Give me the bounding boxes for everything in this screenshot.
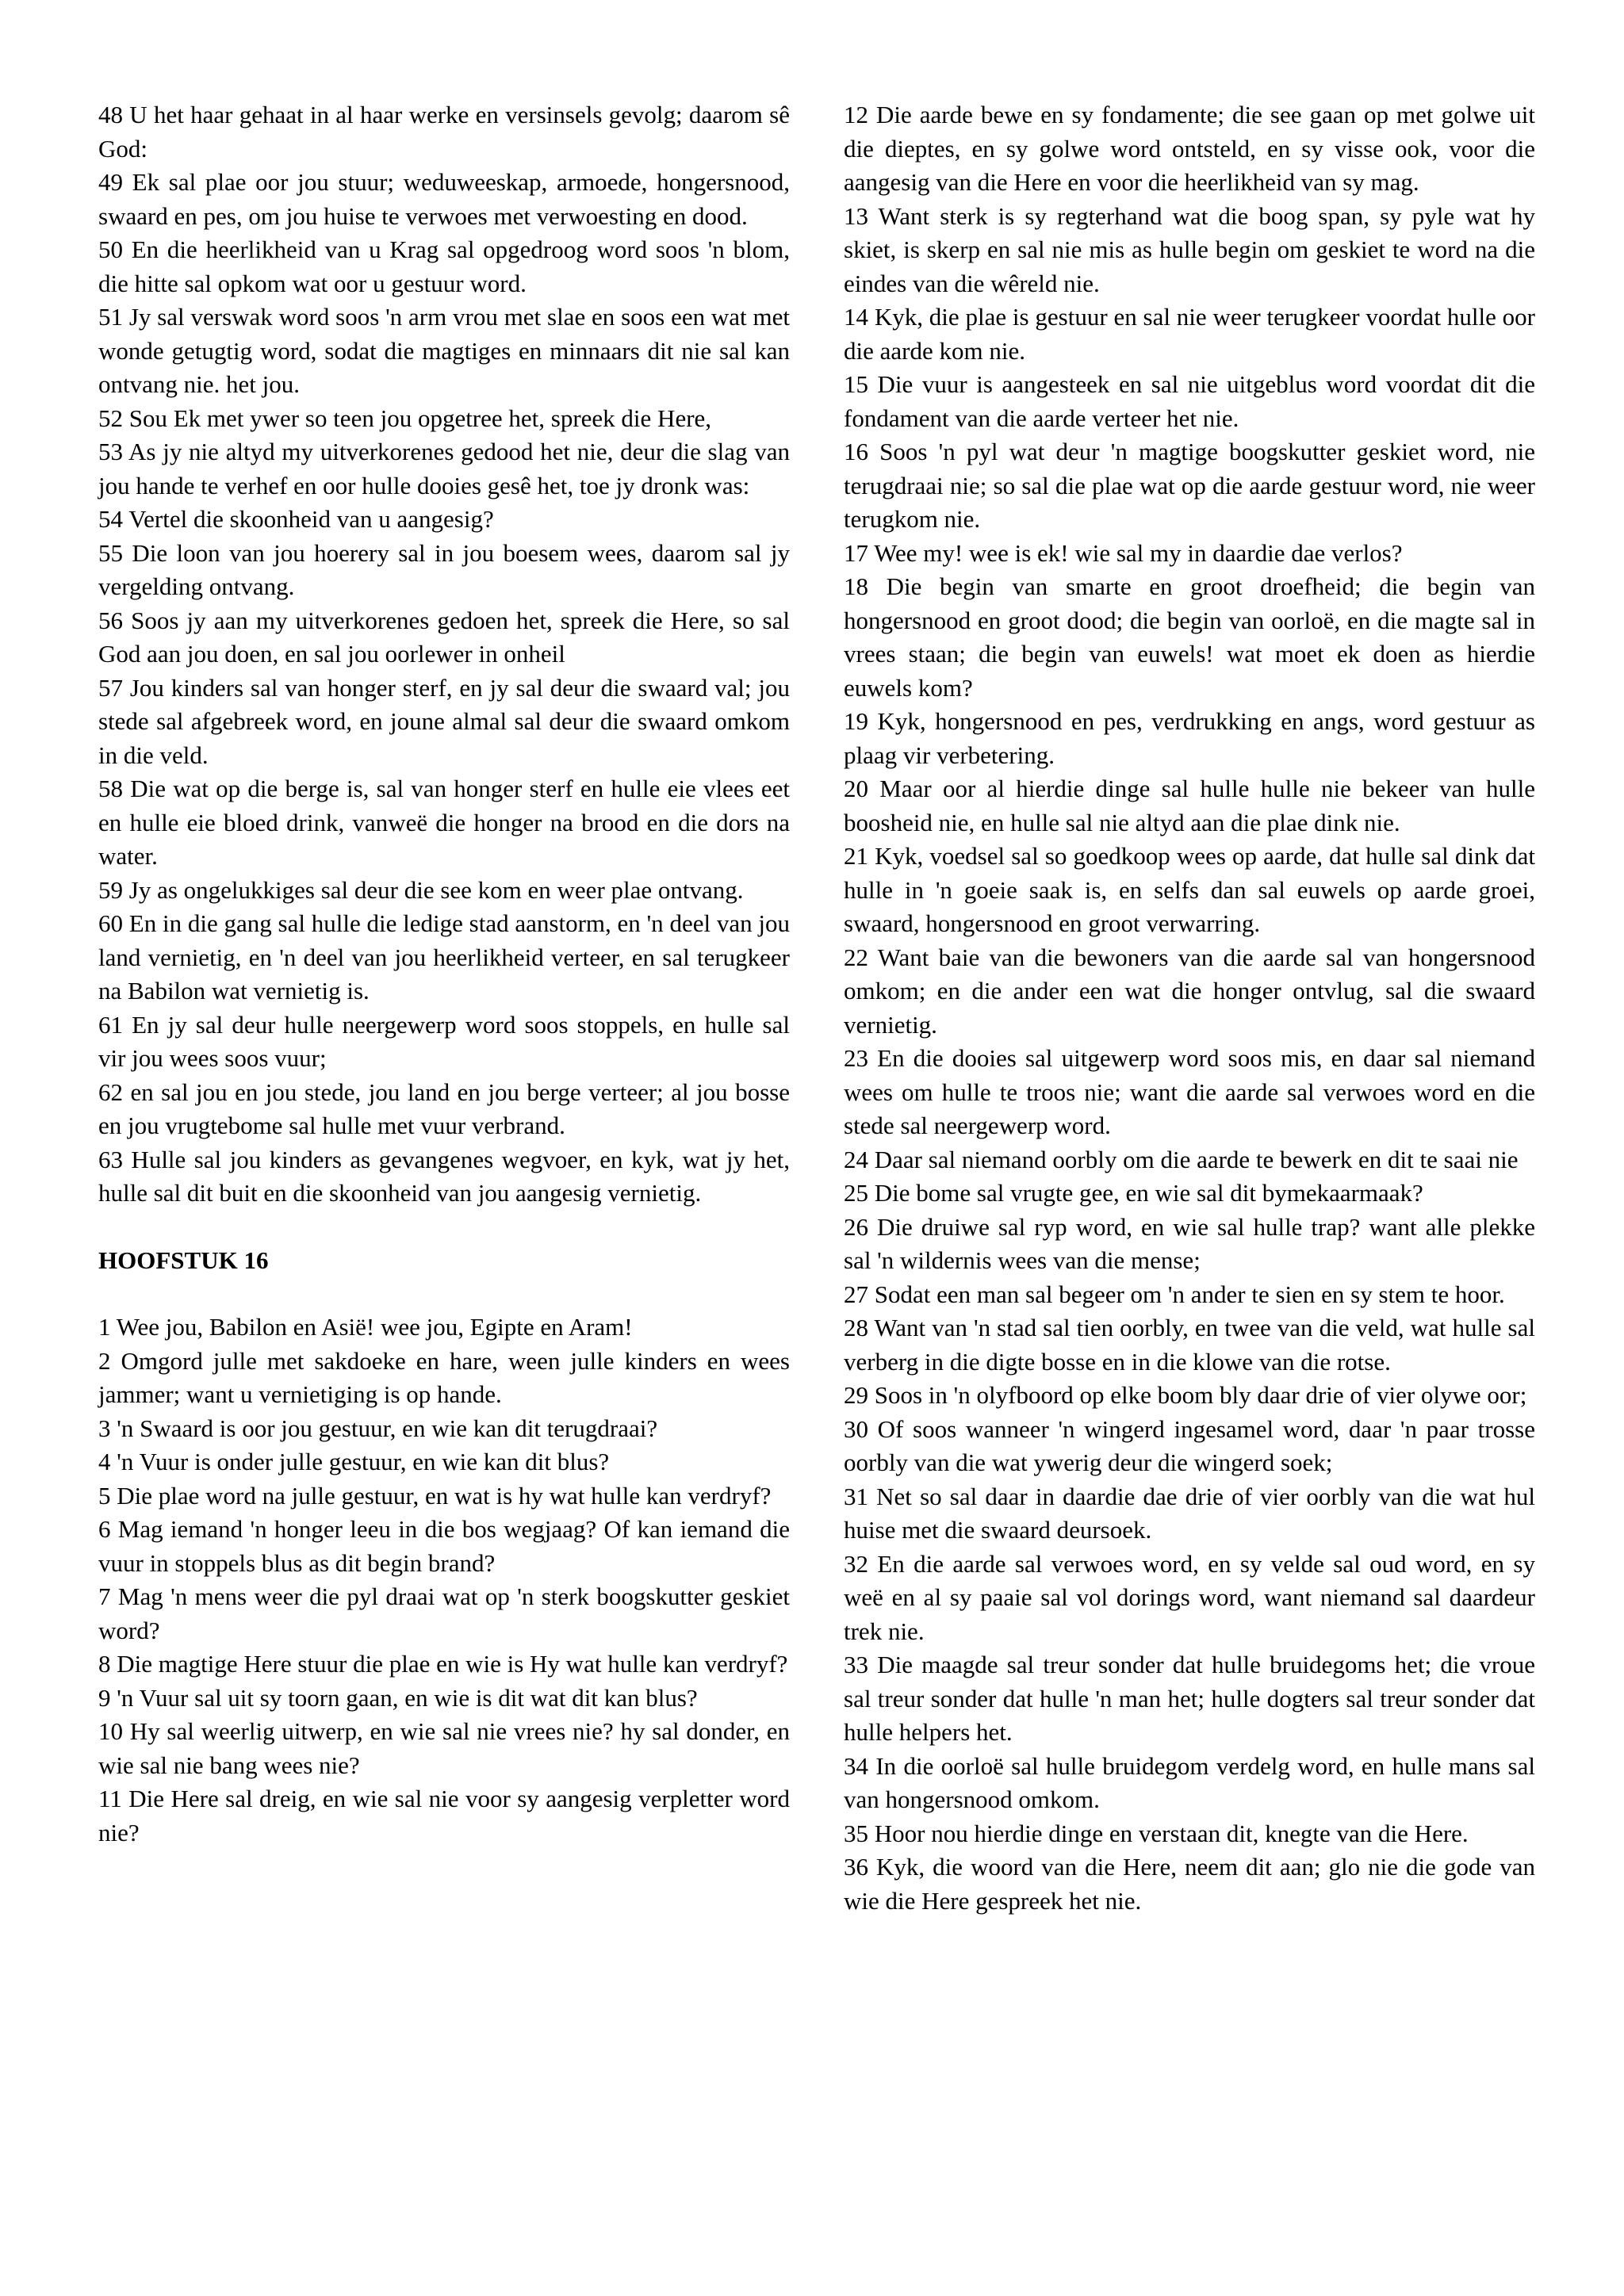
verse: 25 Die bome sal vrugte gee, en wie sal dit bymekaarmaak? <box>844 1179 1423 1207</box>
verse: 22 Want baie van die bewoners van die aarde sal van hongersnood omkom; en die ander een wat die honger ontvlug, sal die swaard vernietig. <box>844 943 1535 1039</box>
verse: 19 Kyk, hongersnood en pes, verdrukking en angs, word gestuur as plaag vir verbetering. <box>844 707 1535 769</box>
verse: 62 en sal jou en jou stede, jou land en jou berge verteer; al jou bosse en jou vrugtebome sal hulle met vuur verbrand. <box>98 1077 790 1139</box>
verse: 29 Soos in 'n olyfboord op elke boom bly daar drie of vier olywe oor; <box>844 1381 1527 1409</box>
left-column <box>98 98 790 1850</box>
verse: 61 En jy sal deur hulle neergewerp word soos stoppels, en hulle sal vir jou wees soos vuur; <box>98 1010 790 1072</box>
verse: 18 Die begin van smarte en groot droefheid; die begin van hongersnood en groot dood; die begin van oorloë, en die magte sal in vrees staan; die begin van euwels! wat moet ek doen as hierdie euwels kom? <box>844 572 1535 702</box>
verse: 12 Die aarde bewe en sy fondamente; die see gaan op met golwe uit die dieptes, en sy golwe word ontsteld, en sy visse ook, voor die aangesig van die Here en voor die heerlikheid van sy mag. <box>844 101 1535 196</box>
verse: 17 Wee my! wee is ek! wie sal my in daardie dae verlos? <box>844 538 1403 567</box>
verse: 59 Jy as ongelukkiges sal deur die see kom en weer plae ontvang. <box>98 875 744 904</box>
verse: 28 Want van 'n stad sal tien oorbly, en twee van die veld, wat hulle sal verberg in die digte bosse en in die klowe van die rotse. <box>844 1314 1535 1376</box>
verse: 9 'n Vuur sal uit sy toorn gaan, en wie is dit wat dit kan blus? <box>98 1683 698 1712</box>
verse: 52 Sou Ek met ywer so teen jou opgetree het, spreek die Here, <box>98 404 712 432</box>
verse: 6 Mag iemand 'n honger leeu in die bos wegjaag? Of kan iemand die vuur in stoppels blus as dit begin brand? <box>98 1515 790 1577</box>
verse: 21 Kyk, voedsel sal so goedkoop wees op aarde, dat hulle sal dink dat hulle in 'n goeie saak is, en selfs dan sal euwels op aarde groei, swaard, hongersnood en groot verwarring. <box>844 842 1535 937</box>
right-column <box>844 98 1535 1918</box>
verse: 58 Die wat op die berge is, sal van honger sterf en hulle eie vlees eet en hulle eie bloed drink, vanweë die honger na brood en die dors na water. <box>98 775 790 870</box>
verse: 33 Die maagde sal treur sonder dat hulle bruidegoms het; die vroue sal treur sonder dat hulle 'n man het; hulle dogters sal treur sonder dat hulle helpers het. <box>844 1651 1535 1746</box>
verse: 48 U het haar gehaat in al haar werke en versinsels gevolg; daarom sê God: <box>98 101 790 163</box>
verse-list-right <box>844 98 1535 1918</box>
verse: 15 Die vuur is aangesteek en sal nie uitgeblus word voordat dit die fondament van die aarde verteer het nie. <box>844 370 1535 432</box>
verse-list-after-heading <box>98 1311 790 1850</box>
verse: 10 Hy sal weerlig uitwerp, en wie sal nie vrees nie? hy sal donder, en wie sal nie bang wees nie? <box>98 1717 790 1779</box>
chapter-heading: HOOFSTUK 16 <box>98 1246 269 1274</box>
verse: 36 Kyk, die woord van die Here, neem dit aan; glo nie die gode van wie die Here gespreek het nie. <box>844 1853 1535 1915</box>
verse: 30 Of soos wanneer 'n wingerd ingesamel word, daar 'n paar trosse oorbly van die wat ywerig deur die wingerd soek; <box>844 1414 1535 1476</box>
verse: 50 En die heerlikheid van u Krag sal opgedroog word soos 'n blom, die hitte sal opkom wat oor u gestuur word. <box>98 235 790 297</box>
verse: 60 En in die gang sal hulle die ledige stad aanstorm, en 'n deel van jou land vernietig, en 'n deel van jou heerlikheid verteer, en sal terugkeer na Babilon wat vernietig is. <box>98 909 790 1004</box>
verse: 5 Die plae word na julle gestuur, en wat is hy wat hulle kan verdryf? <box>98 1481 772 1510</box>
verse: 54 Vertel die skoonheid van u aangesig? <box>98 505 494 533</box>
verse: 1 Wee jou, Babilon en Asië! wee jou, Egipte en Aram! <box>98 1313 633 1341</box>
verse: 51 Jy sal verswak word soos 'n arm vrou met slae en soos een wat met wonde getugtig word, sodat die magtiges en minnaars dit nie sal kan ontvang nie. het jou. <box>98 303 790 398</box>
verse: 23 En die dooies sal uitgewerp word soos mis, en daar sal niemand wees om hulle te troos nie; want die aarde sal verwoes word en die stede sal neergewerp word. <box>844 1044 1535 1139</box>
verse: 20 Maar oor al hierdie dinge sal hulle hulle nie bekeer van hulle boosheid nie, en hulle sal nie altyd aan die plae dink nie. <box>844 775 1535 836</box>
verse: 7 Mag 'n mens weer die pyl draai wat op 'n sterk boogskutter geskiet word? <box>98 1582 790 1644</box>
verse: 56 Soos jy aan my uitverkorenes gedoen het, spreek die Here, so sal God aan jou doen, en sal jou oorlewer in onheil <box>98 606 790 668</box>
verse: 4 'n Vuur is onder julle gestuur, en wie kan dit blus? <box>98 1448 610 1475</box>
verse: 27 Sodat een man sal begeer om 'n ander te sien en sy stem te hoor. <box>844 1280 1505 1308</box>
verse: 14 Kyk, die plae is gestuur en sal nie weer terugkeer voordat hulle oor die aarde kom nie. <box>844 303 1535 365</box>
verse: 31 Net so sal daar in daardie dae drie of vier oorbly van die wat hul huise met die swaard deursoek. <box>844 1482 1535 1544</box>
verse-list-before-heading <box>98 98 790 1211</box>
verse: 55 Die loon van jou hoerery sal in jou boesem wees, daarom sal jy vergelding ontvang. <box>98 538 790 600</box>
verse: 24 Daar sal niemand oorbly om die aarde te bewerk en dit te saai nie <box>844 1145 1519 1173</box>
verse: 16 Soos 'n pyl wat deur 'n magtige boogskutter geskiet word, nie terugdraai nie; so sal die plae wat op die aarde gestuur word, nie weer terugkom nie. <box>844 438 1535 533</box>
verse: 2 Omgord julle met sakdoeke en hare, ween julle kinders en wees jammer; want u vernietiging is op hande. <box>98 1346 790 1408</box>
verse: 49 Ek sal plae oor jou stuur; weduweeskap, armoede, hongersnood, swaard en pes, om jou huise te verwoes met verwoesting en dood. <box>98 168 790 230</box>
verse: 63 Hulle sal jou kinders as gevangenes wegvoer, en kyk, wat jy het, hulle sal dit buit en die skoonheid van jou aangesig vernietig. <box>98 1145 790 1207</box>
verse: 3 'n Swaard is oor jou gestuur, en wie kan dit terugdraai? <box>98 1414 658 1442</box>
verse: 26 Die druiwe sal ryp word, en wie sal hulle trap? want alle plekke sal 'n wildernis wees van die mense; <box>844 1212 1535 1274</box>
verse: 57 Jou kinders sal van honger sterf, en jy sal deur die swaard val; jou stede sal afgebreek word, en joune almal sal deur die swaard omkom in die veld. <box>98 673 790 769</box>
verse: 11 Die Here sal dreig, en wie sal nie voor sy aangesig verpletter word nie? <box>98 1785 790 1846</box>
verse: 8 Die magtige Here stuur die plae en wie is Hy wat hulle kan verdryf? <box>98 1650 788 1678</box>
verse: 32 En die aarde sal verwoes word, en sy velde sal oud word, en sy weë en al sy paaie sal vol dorings word, want niemand sal daardeur trek nie. <box>844 1549 1535 1645</box>
verse: 13 Want sterk is sy regterhand wat die boog span, sy pyle wat hy skiet, is skerp en sal nie mis as hulle begin om geskiet te word na die eindes van die wêreld nie. <box>844 201 1535 297</box>
verse: 53 As jy nie altyd my uitverkorenes gedood het nie, deur die slag van jou hande te verhef en oor hulle dooies gesê het, toe jy dronk was: <box>98 438 790 499</box>
verse: 35 Hoor nou hierdie dinge en verstaan dit, knegte van die Here. <box>844 1819 1469 1847</box>
verse: 34 In die oorloë sal hulle bruidegom verdelg word, en hulle mans sal van hongersnood omkom. <box>844 1751 1535 1813</box>
